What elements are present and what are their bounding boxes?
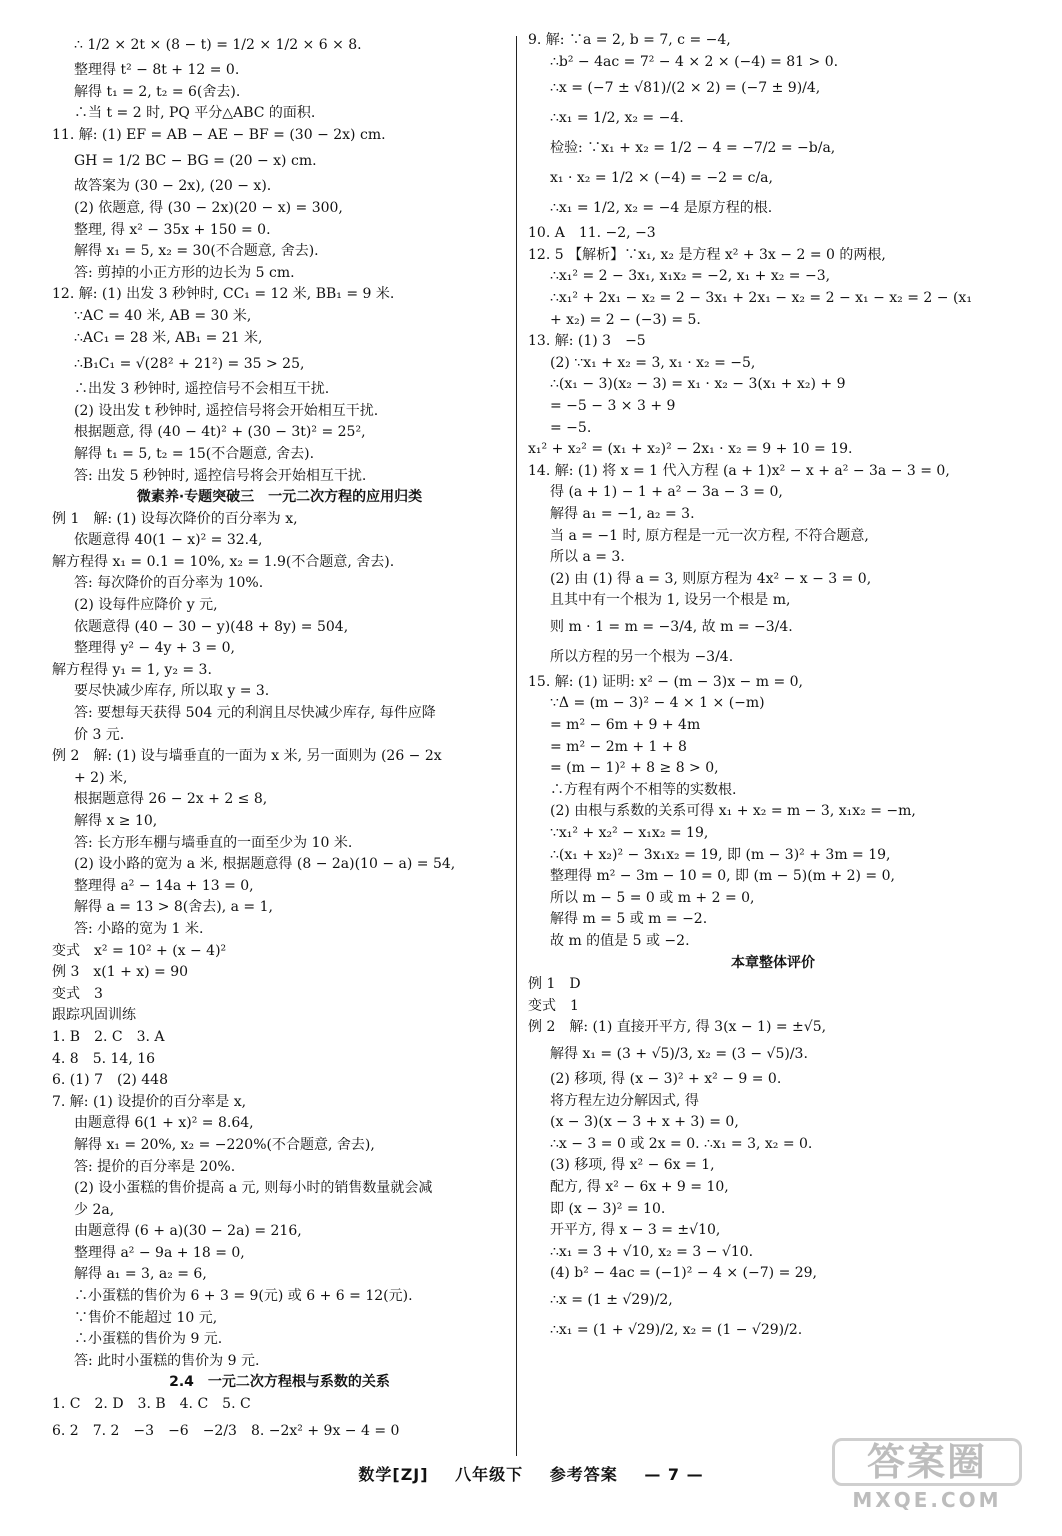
text-line: 解得 x₁ = 5, x₂ = 30(不合题意, 舍去). [74, 243, 319, 260]
text-line: = m² − 6m + 9 + 4m [550, 717, 701, 734]
text-line: ∴x₁ = 1/2, x₂ = −4 是原方程的根. [550, 200, 773, 217]
text-line: (3) 移项, 得 x² − 6x = 1, [550, 1157, 715, 1174]
text-line: GH = 1/2 BC − BG = (20 − x) cm. [74, 153, 317, 170]
text-line: (x − 3)(x − 3 + x + 3) = 0, [550, 1114, 739, 1131]
text-line: ∴x₁² + 2x₁ − x₂ = 2 − 3x₁ + 2x₁ − x₂ = 2 − x₁ − x₂ = 2 − (x₁ [550, 289, 972, 306]
text-line: 13. 解: (1) 3 −5 [528, 333, 646, 350]
text-line: 变式 1 [528, 997, 579, 1014]
text-line: (2) 设出发 t 秒钟时, 遥控信号将会开始相互干扰. [74, 402, 379, 419]
text-line: ∴x₁² = 2 − 3x₁, x₁x₂ = −2, x₁ + x₂ = −3, [550, 268, 831, 285]
text-line: (2) 移项, 得 (x − 3)² + x² − 9 = 0. [550, 1070, 782, 1087]
text-line: 所以 a = 3. [550, 549, 625, 566]
text-line: 整理得 a² − 14a + 13 = 0, [74, 877, 254, 894]
text-line: x₁ · x₂ = 1/2 × (−4) = −2 = c/a, [550, 170, 773, 187]
text-line: 1. C 2. D 3. B 4. C 5. C [52, 1396, 251, 1413]
text-line: 例 1 解: (1) 设每次降价的百分率为 x, [52, 510, 298, 527]
text-line: ∴x₁ = (1 + √29)/2, x₂ = (1 − √29)/2. [550, 1321, 803, 1338]
text-line: (2) 设每件应降价 y 元, [74, 597, 218, 614]
text-line: 配方, 得 x² − 6x + 9 = 10, [550, 1178, 729, 1195]
text-line: 少 2a, [74, 1201, 115, 1218]
right-column [528, 30, 1018, 1345]
text-line: 15. 解: (1) 证明: x² − (m − 3)x − m = 0, [528, 673, 803, 690]
text-line: ∴x₁ = 1/2, x₂ = −4. [550, 110, 684, 127]
text-line: ∴x − 3 = 0 或 2x = 0. ∴x₁ = 3, x₂ = 0. [550, 1135, 813, 1152]
text-line: = −5 − 3 × 3 + 9 [550, 397, 676, 414]
text-line: 价 3 元. [74, 726, 125, 743]
text-line: 例 3 x(1 + x) = 90 [52, 964, 189, 981]
text-line: 4. 8 5. 14, 16 [52, 1050, 156, 1067]
text-line: 由题意得 (6 + a)(30 − 2a) = 216, [74, 1223, 302, 1240]
text-line: 11. 解: (1) EF = AB − AE − BF = (30 − 2x) cm. [52, 126, 386, 143]
text-line: = m² − 2m + 1 + 8 [550, 738, 687, 755]
text-line: 整理得 a² − 9a + 18 = 0, [74, 1244, 245, 1261]
text-line: 检验: ∵x₁ + x₂ = 1/2 − 4 = −7/2 = −b/a, [550, 140, 836, 157]
section-heading: 微素养·专题突破三 一元二次方程的应用归类 [136, 489, 423, 506]
text-line: = (m − 1)² + 8 ≥ 8 > 0, [550, 760, 719, 777]
text-line: ∴小蛋糕的售价为 9 元. [74, 1331, 223, 1348]
watermark-logo [832, 1438, 1022, 1512]
text-line: 由题意得 6(1 + x)² = 8.64, [74, 1115, 254, 1132]
text-line: 解得 a = 13 > 8(舍去), a = 1, [74, 899, 273, 916]
text-line: ∴ 1/2 × 2t × (8 − t) = 1/2 × 1/2 × 6 × 8. [74, 37, 362, 53]
text-line: 答: 长方形车棚与墙垂直的一面至少为 10 米. [74, 834, 353, 851]
text-line: 且其中有一个根为 1, 设另一个根是 m, [550, 592, 791, 609]
text-line: (4) b² − 4ac = (−1)² − 4 × (−7) = 29, [550, 1265, 818, 1282]
text-line: 所以方程的另一个根为 −3/4. [550, 648, 734, 665]
text-line: (2) 设小路的宽为 a 米, 根据题意得 (8 − 2a)(10 − a) = 54, [74, 856, 456, 873]
section-heading: 本章整体评价 [731, 954, 815, 971]
text-line: ∵AC = 40 米, AB = 30 米, [74, 307, 252, 324]
text-line: 例 2 解: (1) 设与墙垂直的一面为 x 米, 另一面则为 (26 − 2x [52, 748, 442, 765]
text-line: (2) 由根与系数的关系可得 x₁ + x₂ = m − 3, x₁x₂ = −m, [550, 803, 916, 820]
text-line: ∵x₁² + x₂² − x₁x₂ = 19, [550, 825, 709, 842]
text-line: 12. 解: (1) 出发 3 秒钟时, CC₁ = 12 米, BB₁ = 9 米. [52, 286, 395, 303]
text-line: 整理得 t² − 8t + 12 = 0. [74, 62, 240, 78]
text-line: ∴(x₁ − 3)(x₂ − 3) = x₁ · x₂ − 3(x₁ + x₂) + 9 [550, 376, 846, 393]
text-line: 要尽快减少库存, 所以取 y = 3. [74, 683, 270, 700]
text-line: 故答案为 (30 − 2x), (20 − x). [74, 178, 272, 195]
text-line: x₁² + x₂² = (x₁ + x₂)² − 2x₁ · x₂ = 9 + 10 = 19. [528, 441, 853, 458]
footer-subject: 数学[ZJ] [358, 1465, 429, 1484]
text-line: ∴x₁ = 3 + √10, x₂ = 3 − √10. [550, 1243, 754, 1260]
text-line: 解得 t₁ = 2, t₂ = 6(舍去). [74, 83, 241, 100]
text-line: 答: 此时小蛋糕的售价为 9 元. [74, 1352, 260, 1369]
text-line: ∵Δ = (m − 3)² − 4 × 1 × (−m) [550, 695, 765, 712]
text-line: ∴AC₁ = 28 米, AB₁ = 21 米, [74, 329, 263, 346]
text-line: 整理得 y² − 4y + 3 = 0, [74, 640, 235, 657]
text-line: 6. (1) 7 (2) 448 [52, 1072, 168, 1089]
text-line: 12. 5 【解析】∵x₁, x₂ 是方程 x² + 3x − 2 = 0 的两根, [528, 246, 886, 263]
text-line: + x₂) = 2 − (−3) = 5. [550, 311, 701, 328]
text-line: 开平方, 得 x − 3 = ±√10, [550, 1222, 721, 1239]
text-line: 将方程左边分解因式, 得 [550, 1092, 699, 1109]
text-line: 例 1 D [528, 976, 581, 993]
text-line: (2) 设小蛋糕的售价提高 a 元, 则每小时的销售数量就会减 [74, 1180, 433, 1197]
text-line: 当 a = −1 时, 原方程是一元一次方程, 不符合题意, [550, 527, 869, 544]
text-line: 14. 解: (1) 将 x = 1 代入方程 (a + 1)x² − x + a² − 3a − 3 = 0, [528, 462, 950, 479]
text-line: 答: 要想每天获得 504 元的利润且尽快减少库存, 每件应降 [74, 705, 436, 722]
text-line: 根据题意, 得 (40 − 4t)² + (30 − 3t)² = 25², [74, 424, 366, 441]
text-line: 解方程得 x₁ = 0.1 = 10%, x₂ = 1.9(不合题意, 舍去). [52, 553, 395, 570]
text-line: 整理得 m² − 3m − 10 = 0, 即 (m − 5)(m + 2) = 0, [550, 868, 895, 885]
text-line: ∴B₁C₁ = √(28² + 21²) = 35 > 25, [74, 356, 305, 373]
page-number: — 7 — [644, 1465, 704, 1484]
text-line: 依题意得 40(1 − x)² = 32.4, [74, 532, 263, 549]
text-line: 解得 x ≥ 10, [74, 813, 158, 829]
text-line: ∴方程有两个不相等的实数根. [550, 781, 737, 798]
text-line: 9. 解: ∵a = 2, b = 7, c = −4, [528, 32, 731, 48]
text-line: 整理, 得 x² − 35x + 150 = 0. [74, 221, 271, 238]
text-line: ∴(x₁ + x₂)² − 3x₁x₂ = 19, 即 (m − 3)² + 3m = 19, [550, 846, 891, 863]
text-line: 解得 x₁ = (3 + √5)/3, x₂ = (3 − √5)/3. [550, 1045, 808, 1062]
text-line: 解得 x₁ = 20%, x₂ = −220%(不合题意, 舍去), [74, 1136, 375, 1153]
text-line: 7. 解: (1) 设提价的百分率是 x, [52, 1093, 247, 1110]
text-line: (2) ∵x₁ + x₂ = 3, x₁ · x₂ = −5, [550, 354, 756, 371]
text-line: = −5. [550, 419, 592, 436]
text-line: ∴b² − 4ac = 7² − 4 × 2 × (−4) = 81 > 0. [550, 53, 839, 70]
text-line: ∵售价不能超过 10 元, [74, 1309, 218, 1326]
watermark-text: 答案圈 [832, 1438, 1022, 1486]
text-line: 答: 出发 5 秒钟时, 遥控信号将会开始相互干扰. [74, 467, 367, 484]
text-line: 解得 a₁ = 3, a₂ = 6, [74, 1266, 207, 1283]
text-line: 即 (x − 3)² = 10. [550, 1200, 666, 1217]
footer-grade: 八年级下 [455, 1465, 524, 1484]
text-line: (2) 由 (1) 得 a = 3, 则原方程为 4x² − x − 3 = 0, [550, 570, 872, 587]
text-line: 答: 小路的宽为 1 米. [74, 920, 204, 937]
text-line: 故 m 的值是 5 或 −2. [550, 933, 690, 949]
text-line: 变式 3 [52, 985, 103, 1002]
text-line: 答: 剪掉的小正方形的边长为 5 cm. [74, 264, 295, 281]
text-line: ∴x = (−7 ± √81)/(2 × 2) = (−7 ± 9)/4, [550, 80, 821, 97]
text-line: 跟踪巩固训练 [52, 1007, 136, 1024]
text-line: ∴x = (1 ± √29)/2, [550, 1291, 673, 1308]
text-line: 根据题意得 26 − 2x + 2 ≤ 8, [74, 791, 268, 808]
left-column [52, 30, 507, 1446]
text-line: 解得 m = 5 或 m = −2. [550, 911, 708, 928]
text-line: 例 2 解: (1) 直接开平方, 得 3(x − 1) = ±√5, [528, 1019, 827, 1036]
text-line: 则 m · 1 = m = −3/4, 故 m = −3/4. [550, 618, 793, 635]
text-line: 解方程得 y₁ = 1, y₂ = 3. [52, 661, 212, 678]
text-line: 得 (a + 1) − 1 + a² − 3a − 3 = 0, [550, 484, 783, 501]
text-line: 10. A 11. −2, −3 [528, 225, 656, 242]
column-divider [516, 36, 517, 1456]
text-line: (2) 依题意, 得 (30 − 2x)(20 − x) = 300, [74, 199, 343, 216]
text-line: 1. B 2. C 3. A [52, 1028, 165, 1045]
watermark-url: MXQE.COM [852, 1488, 1002, 1512]
text-line: 6. 2 7. 2 −3 −6 −2/3 8. −2x² + 9x − 4 = 0 [52, 1422, 400, 1439]
text-line: + 2) 米, [74, 769, 128, 786]
text-line: 答: 每次降价的百分率为 10%. [74, 575, 264, 592]
section-heading: 2.4 一元二次方程根与系数的关系 [169, 1374, 390, 1391]
text-line: 解得 t₁ = 5, t₂ = 15(不合题意, 舍去). [74, 445, 315, 462]
text-line: ∴出发 3 秒钟时, 遥控信号不会相互干扰. [74, 381, 330, 398]
footer-section: 参考答案 [549, 1465, 618, 1484]
text-line: 答: 提价的百分率是 20%. [74, 1158, 236, 1175]
text-line: ∴当 t = 2 时, PQ 平分△ABC 的面积. [74, 105, 316, 122]
text-line: 依题意得 (40 − 30 − y)(48 + 8y) = 504, [74, 618, 349, 635]
text-line: ∴小蛋糕的售价为 6 + 3 = 9(元) 或 6 + 6 = 12(元). [74, 1288, 413, 1305]
text-line: 变式 x² = 10² + (x − 4)² [52, 942, 227, 959]
text-line: 解得 a₁ = −1, a₂ = 3. [550, 505, 695, 522]
text-line: 所以 m − 5 = 0 或 m + 2 = 0, [550, 889, 755, 906]
